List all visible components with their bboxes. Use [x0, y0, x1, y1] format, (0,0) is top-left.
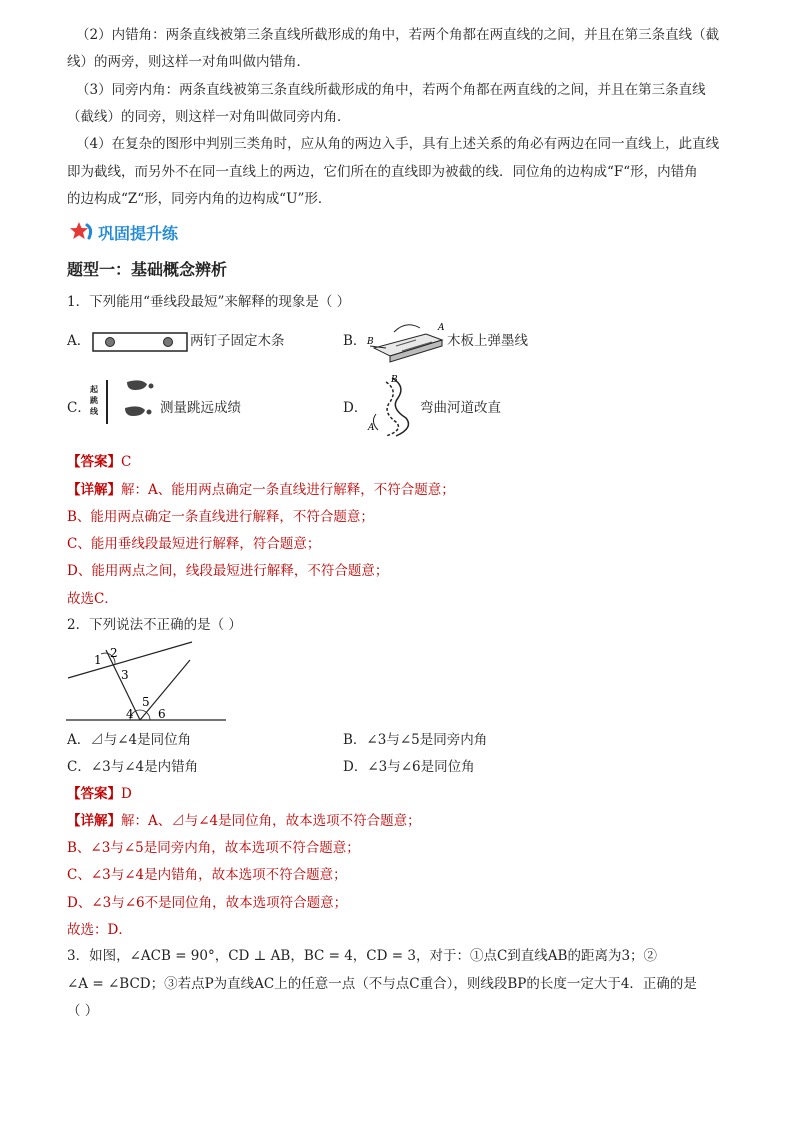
detail-text: 解：A、能用两点确定一条直线进行解释，不符合题意；	[121, 482, 455, 498]
q1-option-a-letter: A．	[67, 333, 91, 349]
q1-detail-5: 故选C．	[67, 591, 118, 607]
q1-option-a-text: 两钉子固定木条	[190, 333, 285, 349]
q2-detail-4: D、∠3与∠6不是同位角，故本选项符合题意；	[67, 895, 348, 911]
q1-option-b-text: 木板上弹墨线	[447, 333, 528, 349]
detail-tag: 【详解】	[67, 813, 121, 829]
q3-line-2: ∠A = ∠BCD；③若点P为直线AC上的任意一点（不与点C重合），则线段BP的长度一定大于4．正确的是	[67, 976, 697, 992]
section-title: 巩固提升练	[98, 224, 179, 243]
q1-option-c-letter: C．	[67, 400, 91, 416]
q1-option-b-label-b	[366, 334, 376, 346]
q1-fig-label-a-d: A	[368, 423, 375, 432]
q1-option-d-label-a	[367, 420, 377, 432]
intro-p3-line1: （3）同旁内角：两条直线被第三条直线所截形成的角中，若两个角都在两直线的之间，并且在第三条直线	[76, 82, 706, 98]
q1-option-d-letter: D．	[343, 400, 368, 416]
q2-fig-label-2: 2	[110, 646, 118, 660]
q2-detail-5: 故选：D．	[67, 922, 132, 938]
q1-option-b-figure	[366, 318, 446, 364]
q2-fig-label-5: 5	[142, 695, 150, 709]
intro-p4-line3: 的边构成“Z“形，同旁内角的边构成“U”形．	[67, 191, 332, 207]
q3-line-1: 3．如图，∠ACB = 90°，CD ⊥ AB，BC = 4，CD = 3，对于：①点C到直线AB的距离为3；②	[67, 948, 658, 964]
q3-line-3: （ ）	[67, 1003, 99, 1019]
q2-stem: 2．下列说法不正确的是（ ）	[67, 617, 242, 633]
q2-fig-label-6: 6	[158, 707, 166, 721]
intro-p4-line2: 即为截线，而另外不在同一直线上的两边，它们所在的直线即为被截的线．同位角的边构成“F“形，内错角	[67, 164, 698, 180]
q2-fig-label-1: 1	[94, 653, 102, 667]
q2-detail-1	[67, 811, 421, 831]
q1-option-c-figure	[101, 378, 159, 426]
q2-option-b: B．∠3与∠5是同旁内角	[343, 732, 488, 748]
q1-detail-3: C、能用垂线段最短进行解释，符合题意；	[67, 536, 321, 552]
q2-option-a: A．⊿与∠4是同位角	[67, 732, 192, 748]
q2-figure	[66, 640, 228, 724]
star-badge-icon	[70, 221, 96, 241]
q2-detail-2: B、∠3与∠5是同旁内角，故本选项不符合题意；	[67, 840, 360, 856]
q1-option-c-text: 测量跳远成绩	[160, 400, 241, 416]
detail-text: 解：A、⊿与∠4是同位角，故本选项不符合题意；	[121, 813, 421, 829]
detail-tag: 【详解】	[67, 482, 121, 498]
q1-fig-label-b-d: B	[391, 375, 398, 384]
q1-option-b-label-a	[437, 320, 447, 332]
q1-detail-2: B、能用两点确定一条直线进行解释，不符合题意；	[67, 509, 374, 525]
q1-fig-label-b: B	[367, 337, 374, 346]
answer-tag: 【答案】	[67, 454, 121, 470]
q1-answer	[67, 452, 131, 472]
q1-stem: 1．下列能用“垂线段最短”来解释的现象是（ ）	[67, 294, 351, 310]
answer-value: C	[121, 454, 132, 470]
q2-answer	[67, 784, 132, 804]
intro-p2-line2: 线）的两旁，则这样一对角叫做内错角．	[67, 54, 310, 70]
intro-p4-line1: （4）在复杂的图形中判别三类角时，应从角的两边入手，具有上述关系的角必有两边在同一直线上，此直线	[76, 136, 720, 152]
question-type-title: 题型一：基础概念辨析	[67, 260, 228, 279]
q2-fig-label-4: 4	[126, 707, 134, 721]
q1-option-d-label-b	[390, 372, 400, 384]
q1-detail-1	[67, 480, 455, 500]
answer-value: D	[121, 786, 132, 802]
q1-option-a-figure	[92, 331, 188, 353]
q1-option-b-letter: B．	[343, 333, 367, 349]
q1-detail-4: D、能用两点之间，线段最短进行解释，不符合题意；	[67, 563, 389, 579]
q2-option-d: D．∠3与∠6是同位角	[343, 759, 475, 775]
intro-p2-line1: （2）内错角：两条直线被第三条直线所截形成的角中，若两个角都在两直线的之间，并且在第三条直线（截	[76, 27, 720, 43]
q2-option-c: C．∠3与∠4是内错角	[67, 759, 199, 775]
q1-option-c-jump-line-label: 起跳线	[90, 384, 98, 416]
answer-tag: 【答案】	[67, 786, 121, 802]
q2-detail-3: C、∠3与∠4是内错角，故本选项不符合题意；	[67, 867, 347, 883]
q2-fig-label-3: 3	[121, 668, 129, 682]
q1-option-d-text: 弯曲河道改直	[420, 400, 501, 416]
intro-p3-line2: （截线）的同旁，则这样一对角叫做同旁内角．	[67, 109, 351, 125]
q1-fig-label-a: A	[438, 323, 445, 332]
